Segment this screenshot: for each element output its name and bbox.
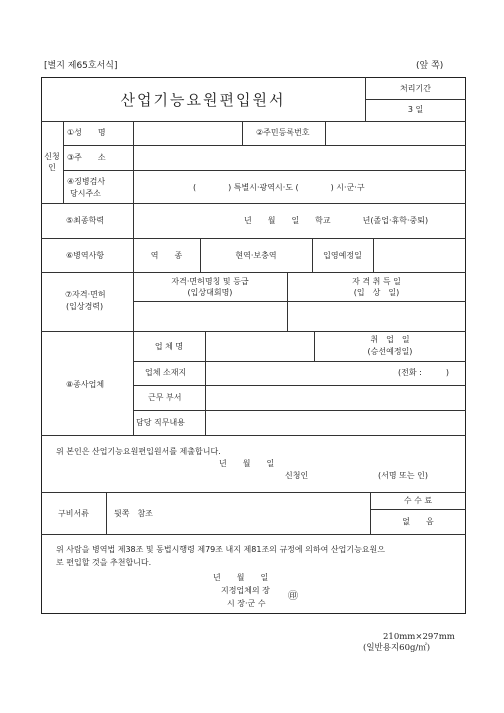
- military-type-value[interactable]: 현역·보충역: [235, 251, 277, 260]
- page-side-label: (앞 쪽): [416, 61, 444, 71]
- company-name-field[interactable]: [206, 332, 313, 360]
- paper-size: 210mm×297mm: [383, 632, 455, 642]
- address-label: ③주 소: [67, 153, 106, 162]
- processing-period-label: 처리기간: [400, 84, 431, 93]
- qualification-date-header: 자 격 취 득 일: [352, 277, 401, 286]
- education-label: ⑤최종학력: [66, 216, 105, 225]
- company-address-label: 업체 소재지: [145, 368, 187, 377]
- applicant-group-label: 인: [48, 163, 56, 172]
- rule: [365, 99, 466, 100]
- processing-period-value: 3 일: [407, 105, 424, 114]
- military-label: ⑥병역사항: [66, 251, 105, 260]
- documents-value: 뒷쪽 참조: [114, 509, 153, 518]
- documents-label: 구비서류: [58, 509, 89, 518]
- duty-field[interactable]: [206, 411, 465, 434]
- company-head-label: 지정업체의 장: [221, 586, 270, 595]
- qualification-name-header: (입상대회명): [187, 288, 233, 297]
- company-address-field[interactable]: [206, 362, 396, 384]
- form-title: 산업기능요원편입원서: [120, 91, 286, 109]
- qualification-date-header: (입 상 일): [353, 288, 400, 297]
- resident-number-field[interactable]: [326, 122, 465, 144]
- applicant-group-label: 신청: [44, 152, 60, 161]
- rule: [41, 435, 466, 436]
- rule: [242, 121, 243, 145]
- recommend-text: 로 편입할 것을 추천합니다.: [56, 558, 152, 567]
- exam-address-field[interactable]: ( ) 특별시·광역시·도 ( ) 시·군·구: [193, 183, 365, 192]
- submit-statement: 위 본인은 산업기능요원편입원서를 제출합니다.: [56, 447, 221, 456]
- rule: [41, 203, 466, 204]
- rule: [63, 121, 64, 203]
- education-field[interactable]: 년 월 일 학교 년(졸업·휴학·중퇴): [244, 216, 429, 225]
- qualification-name-field[interactable]: [134, 302, 286, 330]
- qualification-label: ⑦자격·면허: [65, 290, 106, 299]
- exam-address-label: 당시주소: [70, 189, 101, 198]
- rule: [63, 170, 466, 171]
- name-field[interactable]: [134, 122, 241, 144]
- company-label: ⑧종사업체: [66, 380, 105, 389]
- seal-icon: ㊞: [288, 591, 298, 602]
- rule: [41, 272, 466, 273]
- rule: [41, 492, 466, 493]
- company-phone-field[interactable]: (전화 : ): [398, 368, 449, 377]
- company-name-label: 업 체 명: [154, 342, 184, 351]
- paper-spec: (일반용지60g/㎡): [363, 643, 431, 653]
- submit-date[interactable]: 년 월 일: [219, 459, 275, 468]
- enlistment-date-field[interactable]: [374, 239, 465, 271]
- recommend-text: 위 사람을 병역법 제38조 및 동법시행령 제79조 내지 제81조의 규정에 의하여 산업기능요원으: [56, 545, 385, 554]
- rule: [41, 534, 466, 535]
- department-label: 근무 부서: [148, 393, 182, 402]
- hire-date-label: 취 업 일: [370, 335, 410, 344]
- signature-field[interactable]: (서명 또는 인): [378, 471, 428, 480]
- qualification-date-field[interactable]: [288, 302, 465, 330]
- rule: [106, 492, 107, 534]
- applicant-signer-label: 신청인: [285, 471, 309, 480]
- department-field[interactable]: [206, 386, 465, 409]
- qualification-name-header: 자격·면허명칭 및 등급: [171, 277, 249, 286]
- qualification-label: (입상경력): [66, 302, 104, 311]
- military-type-label: 역 종: [150, 251, 183, 260]
- hire-date-label: (승선예정일): [367, 347, 413, 356]
- rule: [370, 509, 466, 510]
- exam-address-label: ④징병검사: [67, 177, 106, 186]
- form-number: [별지 제65호서식]: [44, 61, 118, 71]
- enlistment-date-label: 입영예정일: [323, 251, 362, 260]
- duty-label: 담당 직무내용: [136, 418, 185, 427]
- resident-number-label: ②주민등록번호: [256, 128, 310, 137]
- fee-value: 없 음: [402, 517, 434, 526]
- mayor-label: 시 장·군 수: [227, 599, 266, 608]
- name-label: ①성 명: [67, 128, 106, 137]
- address-field[interactable]: [134, 146, 465, 169]
- recommend-date[interactable]: 년 월 일: [213, 573, 269, 582]
- fee-label: 수 수 료: [403, 496, 433, 505]
